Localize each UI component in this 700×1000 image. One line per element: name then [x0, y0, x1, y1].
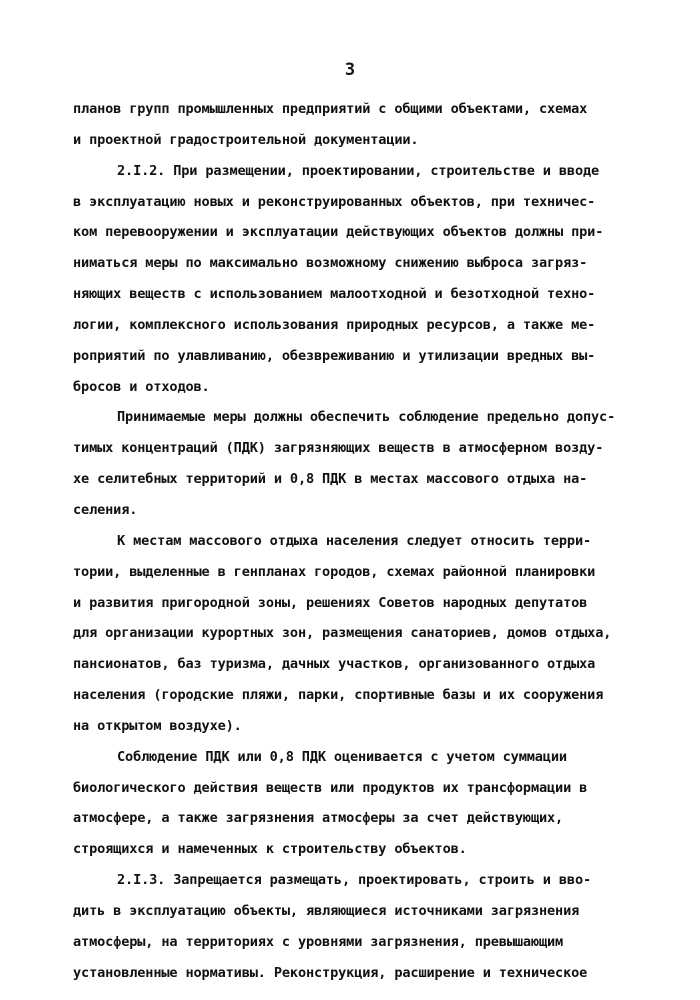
text-line: ком перевооружении и эксплуатации действующих объектов должны при- — [73, 224, 604, 241]
text-line: селения. — [73, 501, 138, 518]
paragraph — [73, 156, 633, 403]
text-line: логии, комплексного использования природных ресурсов, а также ме- — [73, 316, 596, 333]
text-line: установленные нормативы. Реконструкция, расширение и техническое — [73, 964, 588, 981]
text-line: тимых концентраций (ПДК) загрязняющих веществ в атмосферном возду- — [73, 440, 604, 457]
text-line: роприятий по улавливанию, обезвреживанию и утилизации вредных вы- — [73, 347, 596, 364]
paragraph — [73, 94, 633, 156]
text-line: в эксплуатацию новых и реконструированных объектов, при техничес- — [73, 193, 596, 210]
text-line: 2.I.2. При размещении, проектировании, строительстве и вводе — [117, 162, 600, 179]
text-line: ниматься меры по максимально возможному снижению выброса загряз- — [73, 255, 588, 272]
paragraph — [73, 526, 633, 742]
paragraph — [73, 865, 633, 988]
text-line: для организации курортных зон, размещения санаториев, домов отдыха, — [73, 625, 612, 642]
text-line: пансионатов, баз туризма, дачных участков, организованного отдыха — [73, 656, 596, 673]
page-number: 3 — [344, 60, 356, 80]
text-line: атмосферы, на территориях с уровнями загрязнения, превышающим — [73, 933, 564, 950]
text-line: строящихся и намеченных к строительству объектов. — [73, 841, 467, 858]
document-body — [73, 94, 633, 988]
text-line: биологического действия веществ или продуктов их трансформации в — [73, 779, 588, 796]
text-line: 2.I.3. Запрещается размещать, проектировать, строить и вво- — [117, 872, 592, 889]
text-line: дить в эксплуатацию объекты, являющиеся источниками загрязнения — [73, 902, 580, 919]
text-line: на открытом воздухе). — [73, 717, 242, 734]
text-line: атмосфере, а также загрязнения атмосферы за счет действующих, — [73, 810, 564, 827]
text-line: и проектной градостроительной документации. — [73, 131, 419, 148]
text-line: Принимаемые меры должны обеспечить соблюдение предельно допус- — [117, 409, 616, 426]
text-line: и развития пригородной зоны, решениях Советов народных депутатов — [73, 594, 588, 611]
text-line: няющих веществ с использованием малоотходной и безотходной техно- — [73, 286, 596, 303]
text-line: К местам массового отдыха населения следует относить терри- — [117, 532, 592, 549]
paragraph — [73, 742, 633, 865]
text-line: Соблюдение ПДК или 0,8 ПДК оценивается с учетом суммации — [117, 748, 567, 765]
text-line: планов групп промышленных предприятий с общими объектами, схемах — [73, 101, 588, 117]
text-line: тории, выделенные в генпланах городов, схемах районной планировки — [73, 563, 596, 580]
text-line: хе селитебных территорий и 0,8 ПДК в местах массового отдыха на- — [73, 471, 588, 488]
text-line: бросов и отходов. — [73, 378, 210, 395]
paragraph — [73, 402, 633, 525]
text-line: населения (городские пляжи, парки, спортивные базы и их сооружения — [73, 687, 604, 704]
